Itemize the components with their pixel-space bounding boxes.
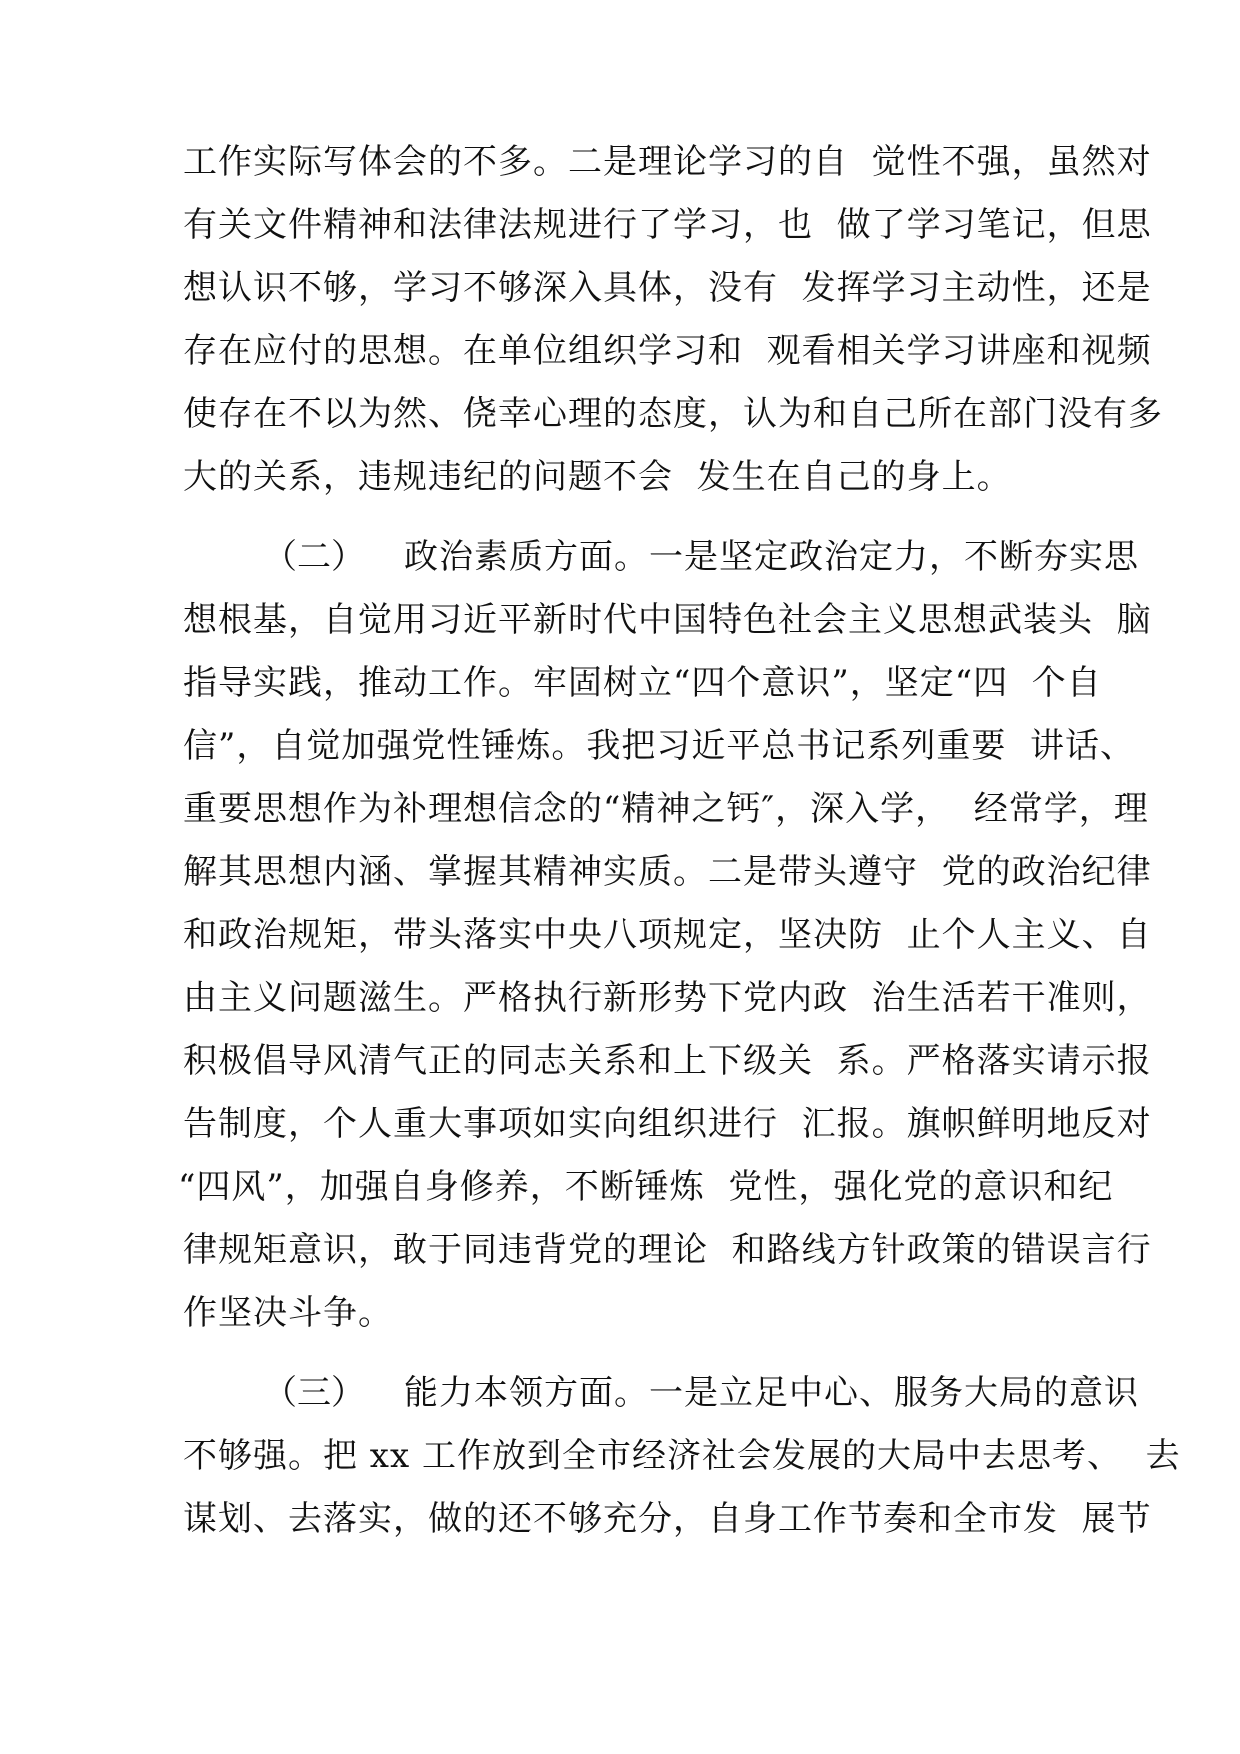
paragraph-line: 信”，自觉加强党性锤炼。我把习近平总书记系列重要 讲话、: [183, 726, 1135, 766]
paragraph-line: 大的关系，违规违纪的问题不会 发生在自己的身上。: [183, 457, 1012, 497]
paragraph-line: 告制度，个人重大事项如实向组织进行 汇报。旗帜鲜明地反对: [183, 1104, 1152, 1144]
paragraph-line: 使存在不以为然、侥幸心理的态度，认为和自己所在部门没有多: [183, 394, 1163, 434]
paragraph-line: 不够强。把 xx 工作放到全市经济社会发展的大局中去思考、 去: [183, 1436, 1181, 1476]
paragraph-line: 谋划、去落实，做的还不够充分，自身工作节奏和全市发 展节: [183, 1499, 1152, 1539]
paragraph-line: 想根基，自觉用习近平新时代中国特色社会主义思想武装头 脑: [183, 600, 1152, 640]
paragraph-line: 由主义问题滋生。严格执行新形势下党内政 治生活若干准则，: [183, 978, 1152, 1018]
paragraph-line: 律规矩意识，敢于同违背党的理论 和路线方针政策的错误言行: [183, 1230, 1152, 1270]
section-marker: （三）: [263, 1373, 365, 1413]
paragraph-line: 重要思想作为补理想信念的“精神之钙″，深入学， 经常学，理: [183, 789, 1149, 829]
paragraph-line: 作坚决斗争。: [183, 1293, 393, 1333]
paragraph-line: 能力本领方面。一是立足中心、服务大局的意识: [404, 1373, 1139, 1413]
paragraph-line: 政治素质方面。一是坚定政治定力，不断夯实思: [404, 537, 1139, 577]
paragraph-line: 有关文件精神和法律法规进行了学习，也 做了学习笔记，但思: [183, 205, 1152, 245]
paragraph-line: 指导实践，推动工作。牢固树立“四个意识”，坚定“四 个自: [183, 663, 1102, 703]
paragraph-line: 存在应付的思想。在单位组织学习和 观看相关学习讲座和视频: [183, 331, 1152, 371]
paragraph-line: 想认识不够，学习不够深入具体，没有 发挥学习主动性，还是: [183, 268, 1152, 308]
paragraph-line: 解其思想内涵、掌握其精神实质。二是带头遵守 党的政治纪律: [183, 852, 1152, 892]
paragraph-line: 工作实际写体会的不多。二是理论学习的自 觉性不强，虽然对: [183, 142, 1152, 182]
paragraph-line: 和政治规矩，带头落实中央八项规定，坚决防 止个人主义、自: [183, 915, 1152, 955]
paragraph-line: 积极倡导风清气正的同志关系和上下级关 系。严格落实请示报: [183, 1041, 1152, 1081]
paragraph-line: “四风”，加强自身修养，不断锤炼 党性，强化党的意识和纪: [178, 1167, 1114, 1207]
section-marker: （二）: [263, 537, 365, 577]
